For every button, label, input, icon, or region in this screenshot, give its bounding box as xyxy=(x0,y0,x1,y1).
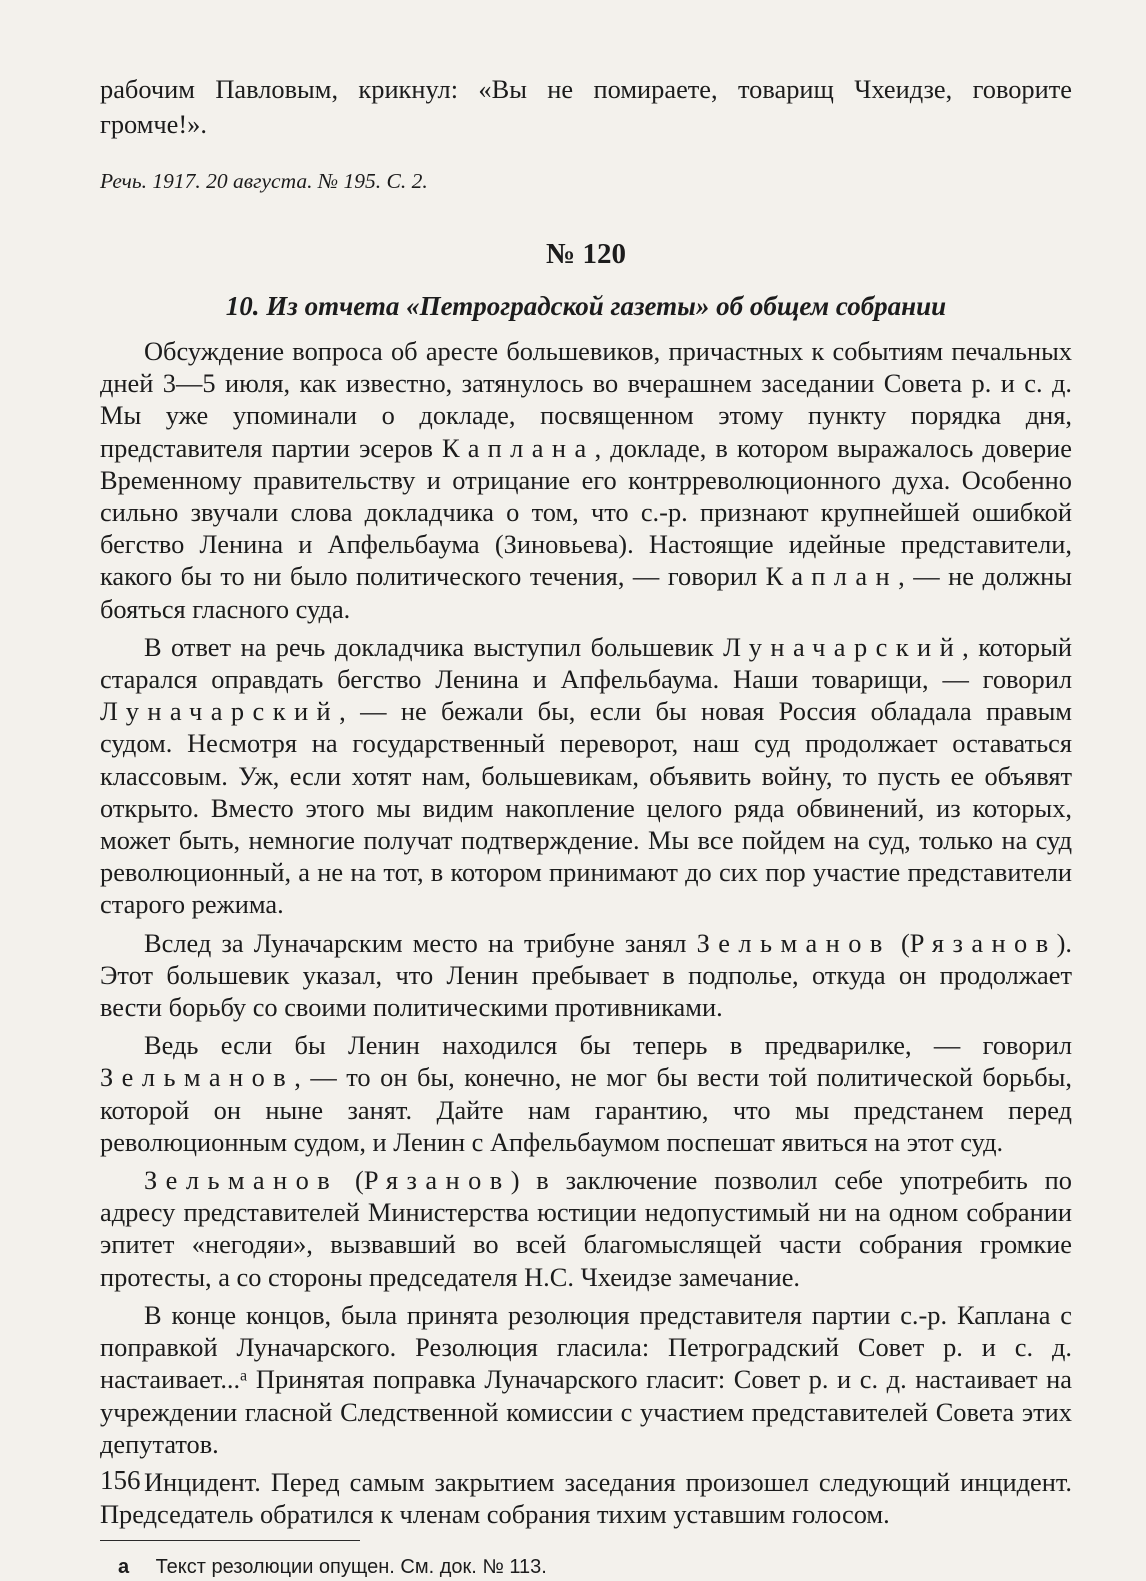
body-paragraph xyxy=(100,1466,1072,1530)
spaced-name: Зельманов xyxy=(696,927,891,958)
text-run: ( xyxy=(890,927,910,958)
spaced-name: Рязанов xyxy=(363,1165,511,1196)
document-title: 10. Из отчета «Петроградской газеты» об общем собрании xyxy=(225,291,947,321)
text-run: В ответ на речь докладчика выступил большевик xyxy=(144,631,724,662)
body-paragraph xyxy=(100,335,1072,625)
body-paragraph xyxy=(100,927,1072,1024)
text-run: , — не бежали бы, если бы новая Россия обладала правым судом. Несмотря на государственный переворот, наш суд продолжает оставаться классовым. Уж, если хотят нам, большевикам, объявить войну, то пусть ее объявят открыто. Вместо этого мы видим накопление целого ряда обвинений, из которых, может быть, немногие получат подтверждение. Мы все пойдем на суд, только на суд революционный, а не на тот, в котором принимают до сих пор участие представители старого режима. xyxy=(100,696,1072,920)
body-text xyxy=(100,335,1072,1530)
text-run: , — то он бы, конечно, не мог бы вести той политической борьбы, которой он ныне занят. Дайте нам гарантию, что мы предстанем перед революционным судом, и Ленин с Апфельбаумом поспешат явиться на этот суд. xyxy=(100,1062,1072,1157)
source-citation: Речь. 1917. 20 августа. № 195. С. 2. xyxy=(100,169,428,193)
text-run: Вслед за Луначарским место на трибуне занял xyxy=(144,927,697,958)
document-number: № 120 xyxy=(546,238,626,270)
text-run: В конце концов, была принята резолюция представителя партии с.-р. Каплана с поправкой Луначарского. Резолюция гласила: Петроградский Совет р. и с. д. настаивает...ᵃ Принятая поправка Луначарского гласит: Совет р. и с. д. настаивает на учреждении гласной Следственной комиссии с участием представителей Совета этих депутатов. xyxy=(100,1299,1072,1459)
spaced-name: Каплана xyxy=(442,432,595,463)
footnote-text: Текст резолюции опущен. См. док. № 113. xyxy=(155,1556,547,1579)
spaced-name: Рязанов xyxy=(909,927,1057,958)
footnote xyxy=(118,1553,1072,1581)
lead-paragraph: рабочим Павловым, крикнул: «Вы не помираете, товарищ Чхеидзе, говорите громче!». xyxy=(100,74,1072,139)
page-number: 156 xyxy=(100,1465,141,1495)
body-paragraph xyxy=(100,631,1072,921)
text-run: Обсуждение вопроса об аресте большевиков, причастных к событиям печальных дней 3—5 июля, как известно, затянулось во вчерашнем заседании Совета р. и с. д. Мы уже упоминали о докладе, посвященном этому пункту порядка дня, представителя партии эсеров xyxy=(100,336,1072,463)
body-paragraph xyxy=(100,1029,1072,1158)
spaced-name: Луначарский xyxy=(100,696,340,727)
text-run: , — не должны бояться гласного суда. xyxy=(100,561,1072,624)
text-run: ). Этот большевик указал, что Ленин пребывает в подполье, откуда он продолжает вести борьбу со своими политическими противниками. xyxy=(100,927,1072,1023)
spaced-name: Зельманов xyxy=(144,1165,339,1196)
spaced-name: Луначарский xyxy=(723,631,963,662)
footnote-divider xyxy=(100,1540,360,1541)
page xyxy=(100,72,1072,1581)
body-paragraph xyxy=(100,1164,1072,1293)
text-run: , который старался оправдать бегство Ленина и Апфельбаума. Наши товарищи, — говорил xyxy=(100,631,1072,695)
text-run: Инцидент. Перед самым закрытием заседания произошел следующий инцидент. Председатель обратился к членам собрания тихим уставшим голосом. xyxy=(100,1466,1072,1530)
body-paragraph xyxy=(100,1299,1072,1460)
text-run: ( xyxy=(338,1165,364,1196)
footnote-mark: а xyxy=(118,1556,130,1579)
text-run: , докладе, в котором выражалось доверие Временному правительству и отрицание его контрреволюционного духа. Особенно сильно звучали слова докладчика о том, что с.-р. признают крупнейшей ошибкой бегство Ленина и Апфельбаума (Зиновьева). Настоящие идейные представители, какого бы то ни было политического течения, — говорил xyxy=(100,432,1072,592)
text-run: Ведь если бы Ленин находился бы теперь в предварилке, — говорил xyxy=(144,1030,1072,1061)
spaced-name: Зельманов xyxy=(100,1062,295,1093)
text-run: ) в заключение позволил себе употребить по адресу представителей Министерства юстиции недопустимый ни на одном собрании эпитет «негодяи», вызвавший во всей благомыслящей части собрания громкие протесты, а со стороны председателя Н.С. Чхеидзе замечание. xyxy=(100,1165,1072,1292)
spaced-name: Каплан xyxy=(765,561,899,592)
